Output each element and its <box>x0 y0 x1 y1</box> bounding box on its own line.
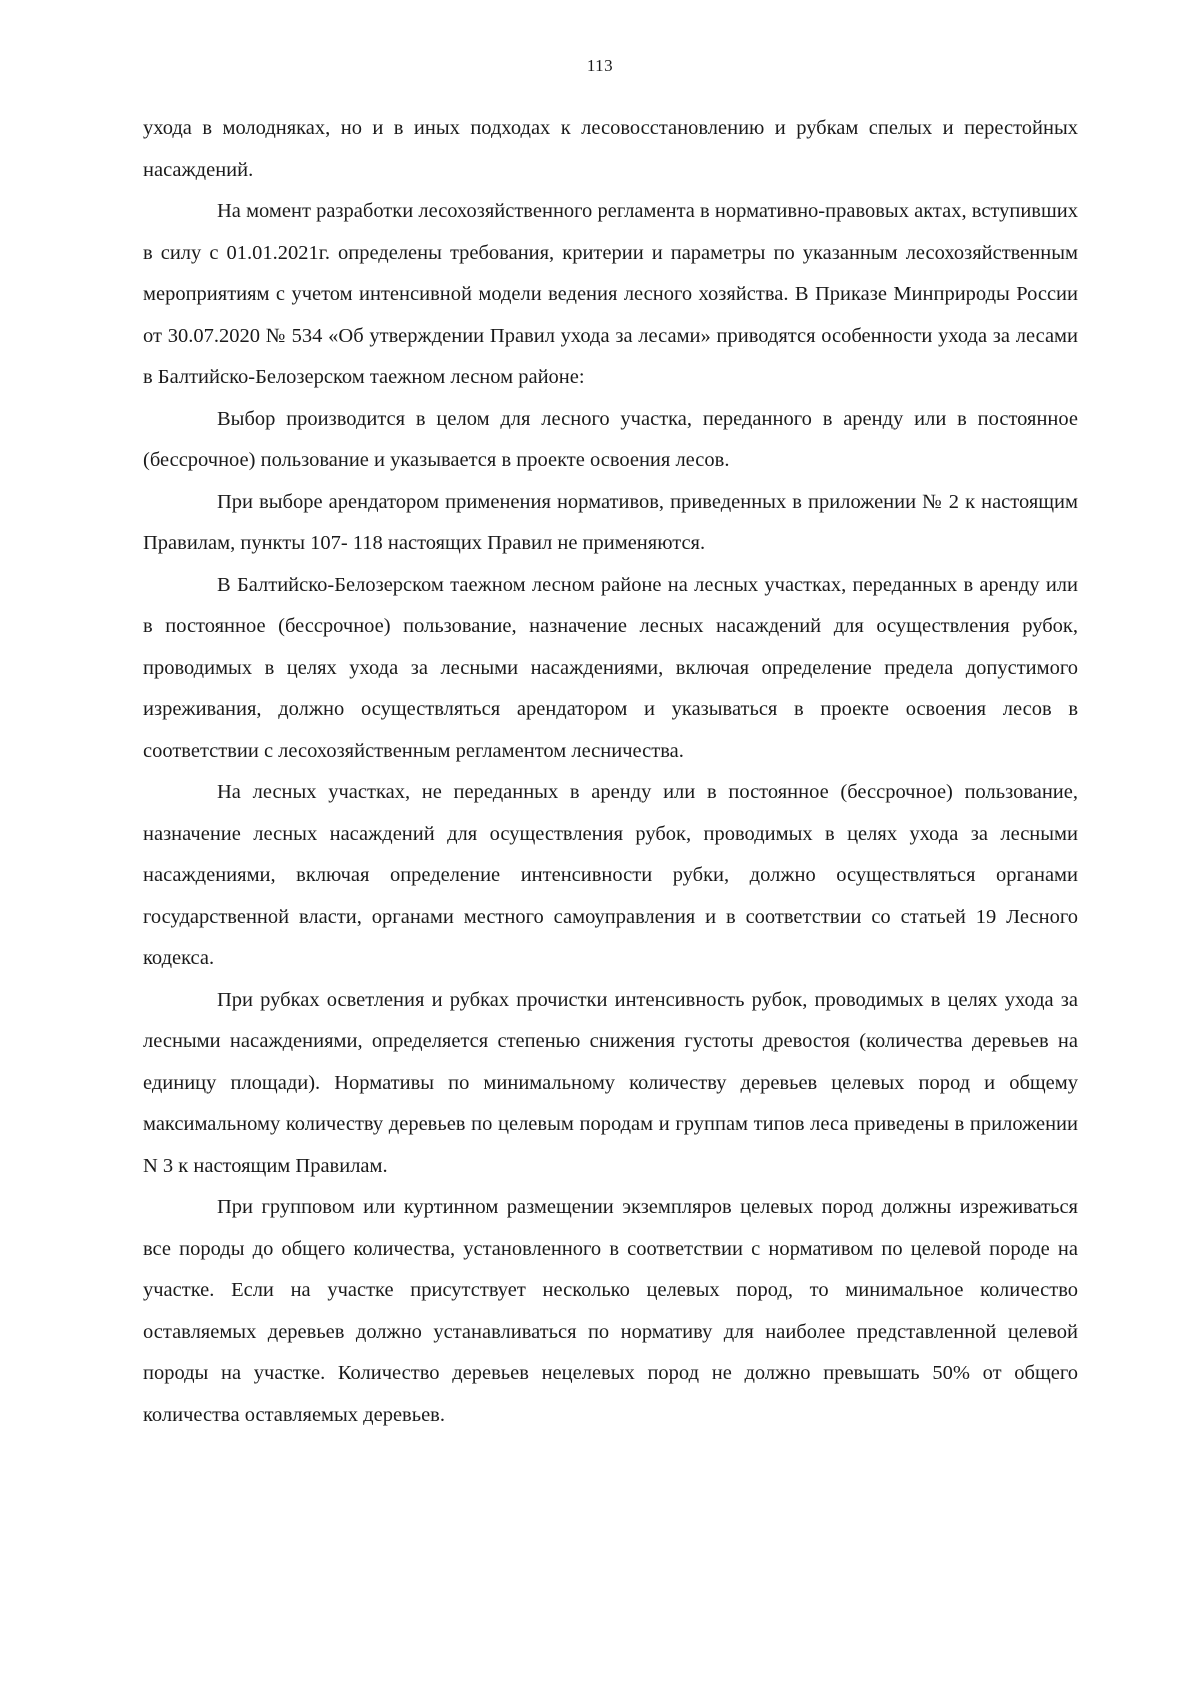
paragraph-group-placement: При групповом или куртинном размещении экземпляров целевых пород должны изреживаться все породы до общего количества, установленного в соответствии с нормативом по целевой породе на участке. Если на участке присутствует несколько целевых пород, то минимальное количество оставляемых деревьев должно устанавливаться по нормативу для наиболее представленной целевой породы на участке. Количество деревьев нецелевых пород не должно превышать 50% от общего количества оставляемых деревьев. <box>143 1196 1078 1426</box>
paragraph-regulation-context: На момент разработки лесохозяйственного регламента в нормативно-правовых актах, вступивших в силу с 01.01.2021г. определены требования, критерии и параметры по указанным лесохозяйственным мероприятиям с учетом интенсивной модели ведения лесного хозяйства. В Приказе Минприроды России от 30.07.2020 № 534 «Об утверждении Правил ухода за лесами» приводятся особенности ухода за лесами в Балтийско-Белозерском таежном лесном районе: <box>143 200 1078 388</box>
paragraph-unleased-plots: На лесных участках, не переданных в аренду или в постоянное (бессрочное) пользование, назначение лесных насаждений для осуществления рубок, проводимых в целях ухода за лесными насаждениями, включая определение интенсивности рубки, должно осуществляться органами государственной власти, органами местного самоуправления и в соответствии со статьей 19 Лесного кодекса. <box>143 781 1078 969</box>
paragraph-lessee-norms: При выборе арендатором применения нормативов, приведенных в приложении № 2 к настоящим Правилам, пункты 107- 118 настоящих Правил не применяются. <box>143 490 1078 554</box>
page-number: 113 <box>586 56 614 75</box>
paragraph-continued: ухода в молодняках, но и в иных подходах к лесовосстановлению и рубкам спелых и перестойных насаждений. <box>143 117 1078 181</box>
document-body <box>143 108 1078 1436</box>
paragraph-leased-plots: В Балтийско-Белозерском таежном лесном районе на лесных участках, переданных в аренду или в постоянное (бессрочное) пользование, назначение лесных насаждений для осуществления рубок, проводимых в целях ухода за лесными насаждениями, включая определение предела допустимого изреживания, должно осуществляться арендатором и указываться в проекте освоения лесов в соответствии с лесохозяйственным регламентом лесничества. <box>143 573 1078 762</box>
paragraph-thinning-intensity: При рубках осветления и рубках прочистки интенсивность рубок, проводимых в целях ухода за лесными насаждениями, определяется степенью снижения густоты древостоя (количества деревьев на единицу площади). Нормативы по минимальному количеству деревьев целевых пород и общему максимальному количеству деревьев по целевым породам и группам типов леса приведены в приложении N 3 к настоящим Правилам. <box>143 988 1078 1177</box>
paragraph-selection: Выбор производится в целом для лесного участка, переданного в аренду или в постоянное (бессрочное) пользование и указывается в проекте освоения лесов. <box>143 407 1078 471</box>
